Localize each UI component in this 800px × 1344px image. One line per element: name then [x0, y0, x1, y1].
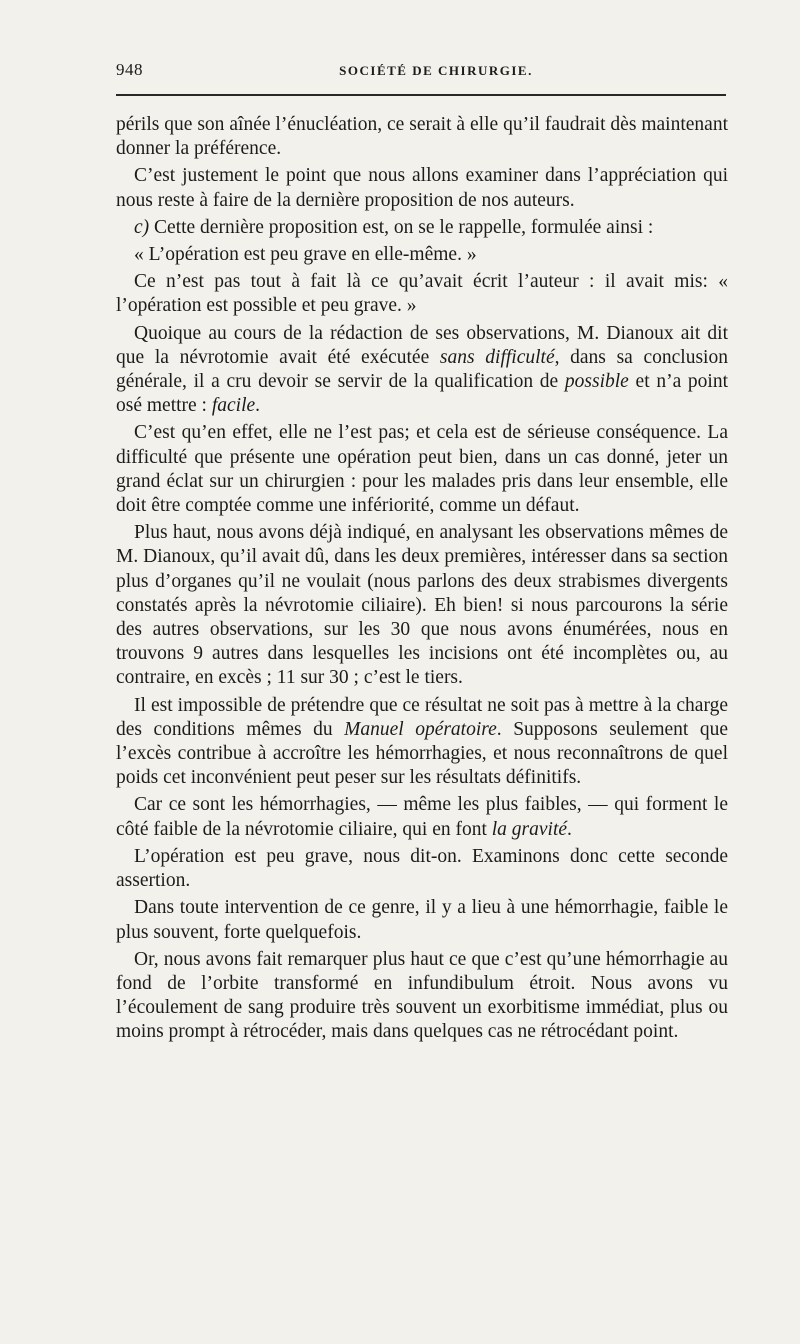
paragraph — [116, 216, 728, 240]
quotation: « L’opération est peu grave en elle-même. » — [134, 244, 477, 266]
paragraph: Plus haut, nous avons déjà indiqué, en analysant les observations mêmes de M. Dianoux, qu’il avait dû, dans les deux premières, intéresser dans sa section plus d’organes qu’il ne voulait (nous parlons des deux strabismes divergents constatés après la névrotomie ciliaire). Eh bien! si nous parcourons la série des autres observations, sur les 30 que nous avons énumérées, nous en trouvons 9 autres dans lesquelles les incisions ont été incomplètes ou, au contraire, en excès ; 11 sur 30 ; c’est le tiers. — [116, 522, 728, 689]
paragraph-text: Il est impossible de prétendre que ce résultat ne soit pas à mettre à la charge des conditions mêmes du — [116, 694, 728, 740]
paragraph: C’est qu’en effet, elle ne l’est pas; et cela est de sérieuse conséquence. La difficulté que présente une opération peut bien, dans un cas donné, jeter un grand éclat sur un chirurgien : pour les malades pris dans leur ensemble, elle doit être comptée comme une infériorité, comme un défaut. — [116, 422, 728, 517]
paragraph — [116, 694, 728, 791]
paragraph-text: Cette dernière proposition est, on se le rappelle, formulée ainsi : — [149, 216, 654, 238]
paragraph-text: . — [567, 818, 572, 840]
paragraph-text: . Supposons seulement que l’excès contribue à accroître les hémorrhagies, et nous reconnaîtrons de quel poids cet inconvénient peut peser sur les résultats définitifs. — [116, 718, 728, 789]
paragraph: L’opération est peu grave, nous dit-on. Examinons donc cette seconde assertion. — [116, 845, 728, 892]
page-number: 948 — [116, 60, 143, 79]
paragraph: Dans toute intervention de ce genre, il y a lieu à une hémorrhagie, faible le plus souvent, forte quelquefois. — [116, 897, 728, 943]
header-rule — [116, 94, 726, 96]
paragraph-text: , dans sa conclusion générale, il a cru devoir se servir de la qualification de — [116, 346, 728, 393]
list-marker: c) — [134, 216, 150, 238]
paragraph — [116, 322, 728, 419]
paragraph-text: et n’a point osé mettre : — [116, 371, 729, 417]
paragraph: Ce n’est pas tout à fait là ce qu’avait écrit l’auteur : il avait mis: « l’opération est possible et peu grave. » — [116, 271, 728, 317]
emphasis: Manuel opératoire — [344, 718, 497, 740]
paragraph-text: . — [255, 395, 261, 417]
paragraph: C’est justement le point que nous allons examiner dans l’appréciation qui nous reste à faire de la dernière proposition de nos auteurs. — [116, 165, 728, 211]
running-head: SOCIÉTÉ DE CHIRURGIE. — [339, 63, 533, 78]
emphasis: la gravité — [491, 818, 568, 840]
emphasis: facile — [211, 395, 256, 417]
page-header — [116, 60, 726, 82]
emphasis: sans difficulté — [439, 346, 555, 368]
paragraph-text: Quoique au cours de la rédaction de ses observations, M. Dianoux ait dit que la névrotomie avait été exécutée — [116, 322, 728, 368]
body-text — [116, 113, 728, 1048]
emphasis: possible — [564, 371, 629, 393]
paragraph: périls que son aînée l’énucléation, ce serait à elle qu’il faudrait dès maintenant donner la préférence. — [116, 114, 728, 160]
paragraph: Or, nous avons fait remarquer plus haut ce que c’est qu’une hémorrhagie au fond de l’orbite transformé en infundibulum étroit. Nous avons vu l’écoulement de sang produire très souvent un exorbitisme immédiat, plus ou moins prompt à rétrocéder, mais dans quelques cas ne rétrocédant point. — [116, 948, 728, 1043]
paragraph-text: Car ce sont les hémorrhagies, — même les plus faibles, — qui forment le côté faible de la névrotomie ciliaire, qui en font — [116, 794, 728, 840]
paragraph — [116, 793, 728, 841]
